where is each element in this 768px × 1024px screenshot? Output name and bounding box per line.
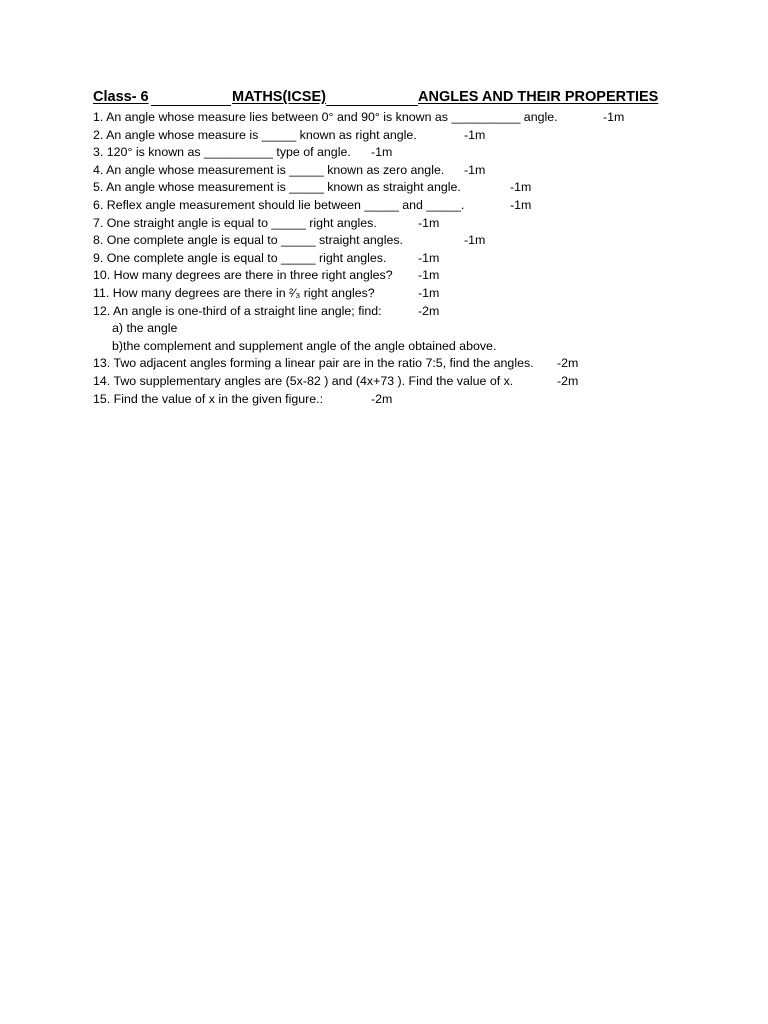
question-marks: -1m	[510, 197, 532, 212]
question-marks: -1m	[418, 268, 440, 283]
question-marks: -1m	[418, 215, 440, 230]
question-text: 2. An angle whose measure is _____ known as right angle.	[93, 127, 417, 142]
question-item	[93, 197, 713, 215]
question-marks: -1m	[418, 250, 440, 265]
header-underline-gap	[151, 105, 231, 106]
question-text: 6. Reflex angle measurement should lie between _____ and _____.	[93, 197, 465, 212]
question-item	[93, 127, 713, 145]
question-item	[93, 215, 713, 233]
question-subitem	[93, 320, 713, 338]
question-marks: -2m	[557, 356, 579, 371]
question-marks: -1m	[603, 110, 625, 124]
question-marks: -2m	[418, 303, 440, 318]
question-text: 4. An angle whose measurement is _____ known as zero angle.	[93, 162, 445, 177]
question-text: 1. An angle whose measure lies between 0° and 90° is known as __________ angle.	[93, 110, 558, 124]
question-item	[93, 109, 713, 127]
question-text: 9. One complete angle is equal to _____ right angles.	[93, 250, 387, 265]
question-item	[93, 303, 713, 321]
question-marks: -1m	[464, 233, 486, 248]
question-item	[93, 285, 713, 303]
question-item	[93, 232, 713, 250]
question-list	[93, 109, 713, 408]
question-marks: -2m	[371, 391, 393, 406]
question-text: 12. An angle is one-third of a straight line angle; find:	[93, 303, 382, 318]
question-text: 3. 120° is known as __________ type of angle.	[93, 145, 351, 160]
subject-label: MATHS(ICSE)	[232, 89, 326, 105]
question-text: 5. An angle whose measurement is _____ known as straight angle.	[93, 180, 461, 195]
question-text: 13. Two adjacent angles forming a linear pair are in the ratio 7:5, find the angles.	[93, 356, 534, 371]
question-text: a) the angle	[112, 321, 178, 336]
header-underline-gap	[326, 105, 418, 106]
question-item	[93, 355, 713, 373]
question-text: 10. How many degrees are there in three right angles?	[93, 268, 393, 283]
question-item	[93, 267, 713, 285]
question-text: 11. How many degrees are there in ²⁄₃ right angles?	[93, 285, 375, 300]
topic-title: ANGLES AND THEIR PROPERTIES	[418, 89, 659, 105]
question-text: 7. One straight angle is equal to _____ right angles.	[93, 215, 377, 230]
question-item	[93, 162, 713, 180]
question-marks: -2m	[557, 373, 579, 388]
question-item	[93, 373, 713, 391]
question-item	[93, 179, 713, 197]
question-text: b)the complement and supplement angle of the angle obtained above.	[112, 338, 497, 353]
question-marks: -1m	[464, 162, 486, 177]
question-item	[93, 144, 713, 162]
question-text: 8. One complete angle is equal to _____ straight angles.	[93, 233, 403, 248]
question-item	[93, 391, 713, 409]
question-marks: -1m	[464, 127, 486, 142]
question-marks: -1m	[418, 285, 440, 300]
question-subitem	[93, 338, 713, 356]
question-marks: -1m	[510, 180, 532, 195]
question-item	[93, 250, 713, 268]
question-text: 14. Two supplementary angles are (5x-82 ) and (4x+73 ). Find the value of x.	[93, 373, 514, 388]
worksheet-header	[93, 89, 663, 109]
question-marks: -1m	[371, 145, 393, 160]
class-label: Class- 6	[93, 89, 149, 105]
question-text: 15. Find the value of x in the given figure.:	[93, 391, 324, 406]
